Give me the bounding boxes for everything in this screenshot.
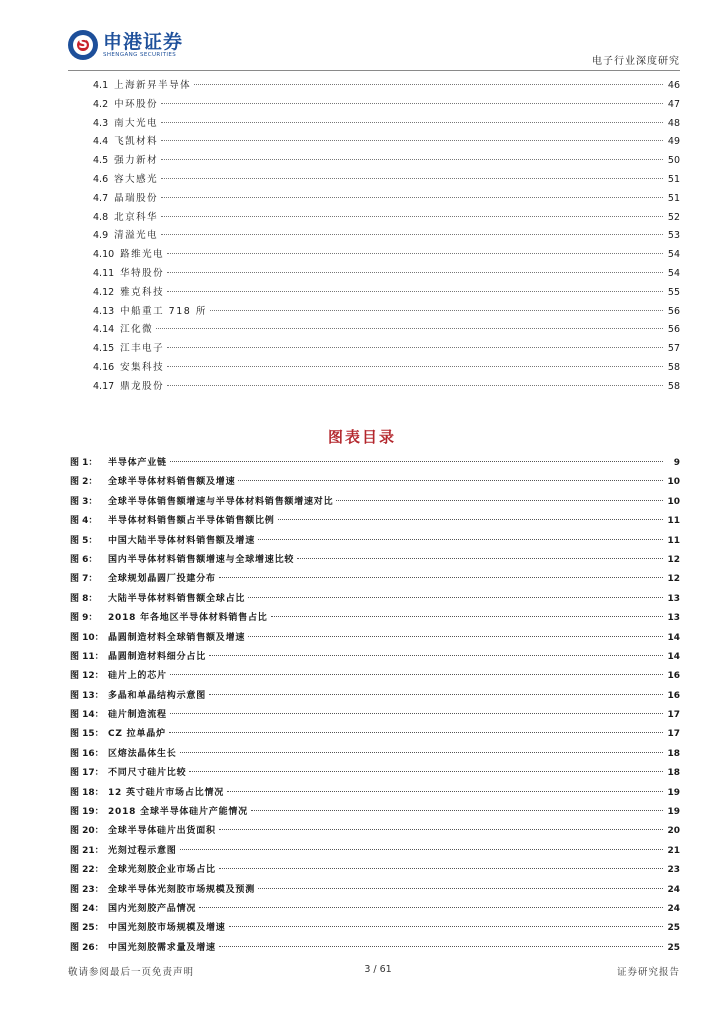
toc-entry-title: 江化微	[120, 324, 154, 336]
toc-entry-title: 北京科华	[114, 211, 159, 223]
dot-leader	[251, 809, 663, 811]
toc-entry-page: 51	[667, 192, 680, 204]
figure-page: 18	[667, 748, 680, 759]
logo-chinese-name: 申港证券	[103, 30, 184, 53]
toc-entry[interactable]	[93, 77, 680, 96]
figure-title: 不同尺寸硅片比较	[108, 768, 187, 779]
figure-label: 图 1：	[70, 458, 98, 468]
figure-page: 12	[667, 574, 680, 585]
figure-title: 硅片上的芯片	[108, 671, 167, 682]
toc-entry-page: 57	[667, 343, 680, 355]
figure-label: 图 11：	[70, 651, 104, 662]
toc-entry-title: 中船重工 718 所	[120, 305, 207, 317]
figure-page: 16	[667, 690, 680, 701]
dot-leader	[167, 346, 663, 348]
toc-entry[interactable]	[93, 152, 680, 171]
figure-entry[interactable]	[70, 571, 680, 590]
figure-entry[interactable]	[70, 843, 680, 862]
figure-page: 17	[667, 710, 680, 721]
toc-entry-number: 4.16	[93, 361, 115, 373]
figure-entry[interactable]	[70, 494, 680, 513]
figure-list	[70, 455, 680, 959]
toc-entry[interactable]	[93, 246, 680, 265]
figure-page: 25	[667, 942, 680, 953]
toc-entry[interactable]	[93, 340, 680, 359]
figure-entry[interactable]	[70, 707, 680, 726]
toc-entry-title: 上海新昇半导体	[114, 80, 192, 91]
figure-page: 11	[667, 516, 680, 527]
figure-label: 图 13：	[70, 690, 104, 701]
figure-entry[interactable]	[70, 862, 680, 881]
figure-title: 大陆半导体材料销售额全球占比	[108, 593, 246, 604]
dot-leader	[258, 887, 663, 889]
toc-entry-number: 4.13	[93, 305, 115, 317]
toc-entry-title: 飞凯材料	[114, 136, 159, 148]
toc-entry-page: 54	[667, 249, 680, 261]
dot-leader	[167, 384, 663, 386]
toc-entry-title: 鼎龙股份	[120, 380, 165, 392]
figure-title: 区熔法晶体生长	[108, 748, 177, 759]
figure-label: 图 15：	[70, 729, 104, 740]
toc-entry-number: 4.12	[93, 286, 115, 298]
figure-title: 2018 年各地区半导体材料销售占比	[108, 613, 268, 624]
logo-emblem-icon	[68, 30, 98, 60]
figure-page: 16	[667, 671, 680, 682]
figure-page: 17	[667, 729, 680, 740]
figure-page: 11	[667, 535, 680, 546]
dot-leader	[219, 828, 663, 830]
figure-page: 25	[667, 923, 680, 934]
figure-label: 图 7：	[70, 574, 98, 585]
toc-entry[interactable]	[93, 171, 680, 190]
dot-leader	[336, 499, 663, 501]
figure-label: 图 20：	[70, 826, 104, 837]
toc-entry-number: 4.11	[93, 267, 115, 279]
dot-leader	[161, 158, 663, 160]
dot-leader	[161, 102, 663, 104]
figure-entry[interactable]	[70, 533, 680, 552]
figure-page: 19	[667, 787, 680, 798]
dot-leader	[161, 215, 663, 217]
footer-disclaimer: 敬请参阅最后一页免责声明	[68, 967, 195, 978]
dot-leader	[227, 790, 663, 792]
dot-leader	[219, 576, 663, 578]
figure-title: 全球规划晶圆厂投建分布	[108, 574, 216, 585]
dot-leader	[248, 635, 663, 637]
dot-leader	[209, 693, 663, 695]
figure-label: 图 24：	[70, 903, 104, 914]
dot-leader	[238, 479, 663, 481]
dot-leader	[161, 233, 663, 235]
toc-entry-number: 4.8	[93, 211, 109, 223]
figure-label: 图 3：	[70, 496, 98, 507]
figure-label: 图 26：	[70, 942, 104, 953]
dot-leader	[170, 460, 663, 462]
figure-page: 10	[667, 477, 680, 488]
toc-entry-number: 4.7	[93, 192, 109, 204]
figure-page: 23	[667, 865, 680, 876]
dot-leader	[271, 615, 663, 617]
dot-leader	[167, 271, 663, 273]
toc-entry-title: 江丰电子	[120, 343, 165, 355]
figure-label: 图 22：	[70, 865, 104, 876]
toc-entry[interactable]	[93, 284, 680, 303]
dot-leader	[161, 177, 663, 179]
figure-entry[interactable]	[70, 920, 680, 939]
dot-leader	[180, 751, 663, 753]
figure-page: 10	[667, 496, 680, 507]
figure-page: 24	[667, 903, 680, 914]
toc-entry-title: 路维光电	[120, 249, 165, 261]
toc-entry-title: 清溢光电	[114, 230, 159, 242]
dot-leader	[194, 83, 663, 85]
logo-glyph: S	[78, 37, 88, 52]
figure-entry[interactable]	[70, 513, 680, 532]
dot-leader	[258, 538, 663, 540]
figure-page: 19	[667, 807, 680, 818]
company-logo	[68, 30, 183, 60]
figure-label: 图 21：	[70, 845, 104, 856]
figure-title: 中国光刻胶市场规模及增速	[108, 923, 226, 934]
figure-entry[interactable]	[70, 785, 680, 804]
toc-entry-title: 中环股份	[114, 98, 159, 110]
toc-entry-page: 47	[667, 98, 680, 110]
dot-leader	[219, 867, 663, 869]
toc-entry-number: 4.15	[93, 343, 115, 355]
figure-page: 20	[667, 826, 680, 837]
figure-entry[interactable]	[70, 474, 680, 493]
figure-entry[interactable]	[70, 455, 680, 474]
figure-page: 21	[667, 845, 680, 856]
figure-title: CZ 拉单晶炉	[108, 729, 166, 740]
toc-entry[interactable]	[93, 378, 680, 397]
figure-title: 硅片制造流程	[108, 710, 167, 721]
figure-entry[interactable]	[70, 746, 680, 765]
toc-entry-title: 华特股份	[120, 267, 165, 279]
toc-entry[interactable]	[93, 359, 680, 378]
figure-title: 全球半导体光刻胶市场规模及预测	[108, 884, 256, 895]
figure-page: 13	[667, 593, 680, 604]
toc-entry[interactable]	[93, 321, 680, 340]
toc-entry[interactable]	[93, 133, 680, 152]
page-header	[68, 30, 680, 70]
figure-entry[interactable]	[70, 804, 680, 823]
figure-title: 全球半导体硅片出货面积	[108, 826, 216, 837]
toc-entry-page: 52	[667, 211, 680, 223]
figure-entry[interactable]	[70, 552, 680, 571]
figure-title: 光刻过程示意图	[108, 845, 177, 856]
header-divider	[68, 70, 680, 71]
dot-leader	[167, 365, 663, 367]
figure-label: 图 8：	[70, 593, 98, 604]
figure-page: 14	[667, 632, 680, 643]
dot-leader	[170, 673, 663, 675]
toc-entry[interactable]	[93, 115, 680, 134]
figure-page: 14	[667, 651, 680, 662]
toc-entry-page: 50	[667, 155, 680, 167]
figure-entry[interactable]	[70, 688, 680, 707]
figure-label: 图 17：	[70, 768, 104, 779]
figure-title: 12 英寸硅片市场占比情况	[108, 787, 225, 798]
figure-page: 13	[667, 613, 680, 624]
figure-label: 图 5：	[70, 535, 98, 546]
dot-leader	[156, 327, 663, 329]
figure-entry[interactable]	[70, 591, 680, 610]
figures-section-title: 图表目录	[327, 428, 396, 446]
dot-leader	[161, 139, 663, 141]
figure-entry[interactable]	[70, 649, 680, 668]
figure-label: 图 18：	[70, 787, 104, 798]
toc-entry[interactable]	[93, 227, 680, 246]
toc-entry-page: 53	[667, 230, 680, 242]
toc-entry-number: 4.17	[93, 380, 115, 392]
figure-page: 18	[667, 768, 680, 779]
toc-entry-title: 晶瑞股份	[114, 192, 159, 204]
figure-label: 图 4：	[70, 516, 98, 527]
page-number: 3 / 61	[364, 964, 392, 975]
dot-leader	[248, 596, 663, 598]
toc-entry-page: 49	[667, 136, 680, 148]
toc-entry[interactable]	[93, 96, 680, 115]
toc-entry-number: 4.6	[93, 173, 109, 185]
figure-title: 中国光刻胶需求量及增速	[108, 942, 216, 953]
toc-entry-page: 54	[667, 267, 680, 279]
toc-entry-page: 46	[667, 80, 680, 91]
logo-english-name: SHENGANG SECURITIES	[103, 51, 177, 58]
figure-title: 多晶和单晶结构示意图	[108, 690, 207, 701]
table-of-contents	[93, 77, 680, 397]
dot-leader	[169, 731, 663, 733]
figure-title: 晶圆制造材料细分占比	[108, 651, 207, 662]
figure-entry[interactable]	[70, 630, 680, 649]
figure-label: 图 16：	[70, 748, 104, 759]
toc-entry-page: 48	[667, 117, 680, 129]
report-type: 电子行业深度研究	[592, 56, 680, 67]
toc-entry-page: 56	[667, 305, 680, 317]
toc-entry-page: 58	[667, 361, 680, 373]
toc-entry-number: 4.2	[93, 98, 109, 110]
dot-leader	[229, 925, 663, 927]
dot-leader	[170, 712, 663, 714]
figure-page: 9	[673, 458, 680, 468]
figure-entry[interactable]	[70, 901, 680, 920]
figure-title: 晶圆制造材料全球销售额及增速	[108, 632, 246, 643]
dot-leader	[161, 196, 663, 198]
figure-entry[interactable]	[70, 882, 680, 901]
toc-entry-number: 4.9	[93, 230, 109, 242]
dot-leader	[210, 309, 663, 311]
footer-report-label: 证券研究报告	[616, 967, 680, 978]
figure-entry[interactable]	[70, 668, 680, 687]
figure-label: 图 14：	[70, 710, 104, 721]
toc-entry[interactable]	[93, 265, 680, 284]
toc-entry-number: 4.5	[93, 155, 109, 167]
figure-entry[interactable]	[70, 823, 680, 842]
figure-title: 2018 全球半导体硅片产能情况	[108, 807, 248, 818]
dot-leader	[278, 518, 663, 520]
toc-entry-title: 南大光电	[114, 117, 159, 129]
figure-title: 中国大陆半导体材料销售额及增速	[108, 535, 256, 546]
dot-leader	[209, 654, 663, 656]
figure-label: 图 10：	[70, 632, 104, 643]
figure-entry[interactable]	[70, 726, 680, 745]
figure-label: 图 12：	[70, 671, 104, 682]
dot-leader	[219, 945, 663, 947]
figure-entry[interactable]	[70, 765, 680, 784]
toc-entry-title: 雅克科技	[120, 286, 165, 298]
figure-entry[interactable]	[70, 610, 680, 629]
toc-entry-number: 4.4	[93, 136, 109, 148]
figure-label: 图 25：	[70, 923, 104, 934]
toc-entry-page: 51	[667, 173, 680, 185]
dot-leader	[199, 906, 663, 908]
toc-entry-number: 4.1	[93, 80, 109, 91]
toc-entry[interactable]	[93, 209, 680, 228]
toc-entry-page: 56	[667, 324, 680, 336]
dot-leader	[167, 252, 663, 254]
figure-title: 全球半导体销售额增速与半导体材料销售额增速对比	[108, 496, 334, 507]
toc-entry-number: 4.10	[93, 249, 115, 261]
figure-label: 图 23：	[70, 884, 104, 895]
toc-entry-title: 容大感光	[114, 173, 159, 185]
figure-title: 全球半导体材料销售额及增速	[108, 477, 236, 488]
toc-entry-page: 58	[667, 380, 680, 392]
figure-label: 图 2：	[70, 477, 98, 488]
figure-title: 全球光刻胶企业市场占比	[108, 865, 216, 876]
figure-label: 图 6：	[70, 554, 98, 565]
toc-entry-title: 安集科技	[120, 361, 165, 373]
toc-entry[interactable]	[93, 303, 680, 322]
dot-leader	[161, 121, 663, 123]
figure-page: 12	[667, 554, 680, 565]
toc-entry-number: 4.14	[93, 324, 115, 336]
toc-entry-number: 4.3	[93, 117, 109, 129]
figure-title: 半导体产业链	[108, 458, 167, 468]
figure-title: 国内半导体材料销售额增速与全球增速比较	[108, 554, 295, 565]
dot-leader	[189, 770, 663, 772]
figure-entry[interactable]	[70, 940, 680, 959]
toc-entry[interactable]	[93, 190, 680, 209]
dot-leader	[297, 557, 663, 559]
figure-page: 24	[667, 884, 680, 895]
figure-label: 图 9：	[70, 613, 98, 624]
dot-leader	[180, 848, 663, 850]
toc-entry-title: 强力新材	[114, 155, 159, 167]
toc-entry-page: 55	[667, 286, 680, 298]
dot-leader	[167, 290, 663, 292]
figure-label: 图 19：	[70, 807, 104, 818]
figure-title: 半导体材料销售额占半导体销售额比例	[108, 516, 275, 527]
figure-title: 国内光刻胶产品情况	[108, 903, 197, 914]
